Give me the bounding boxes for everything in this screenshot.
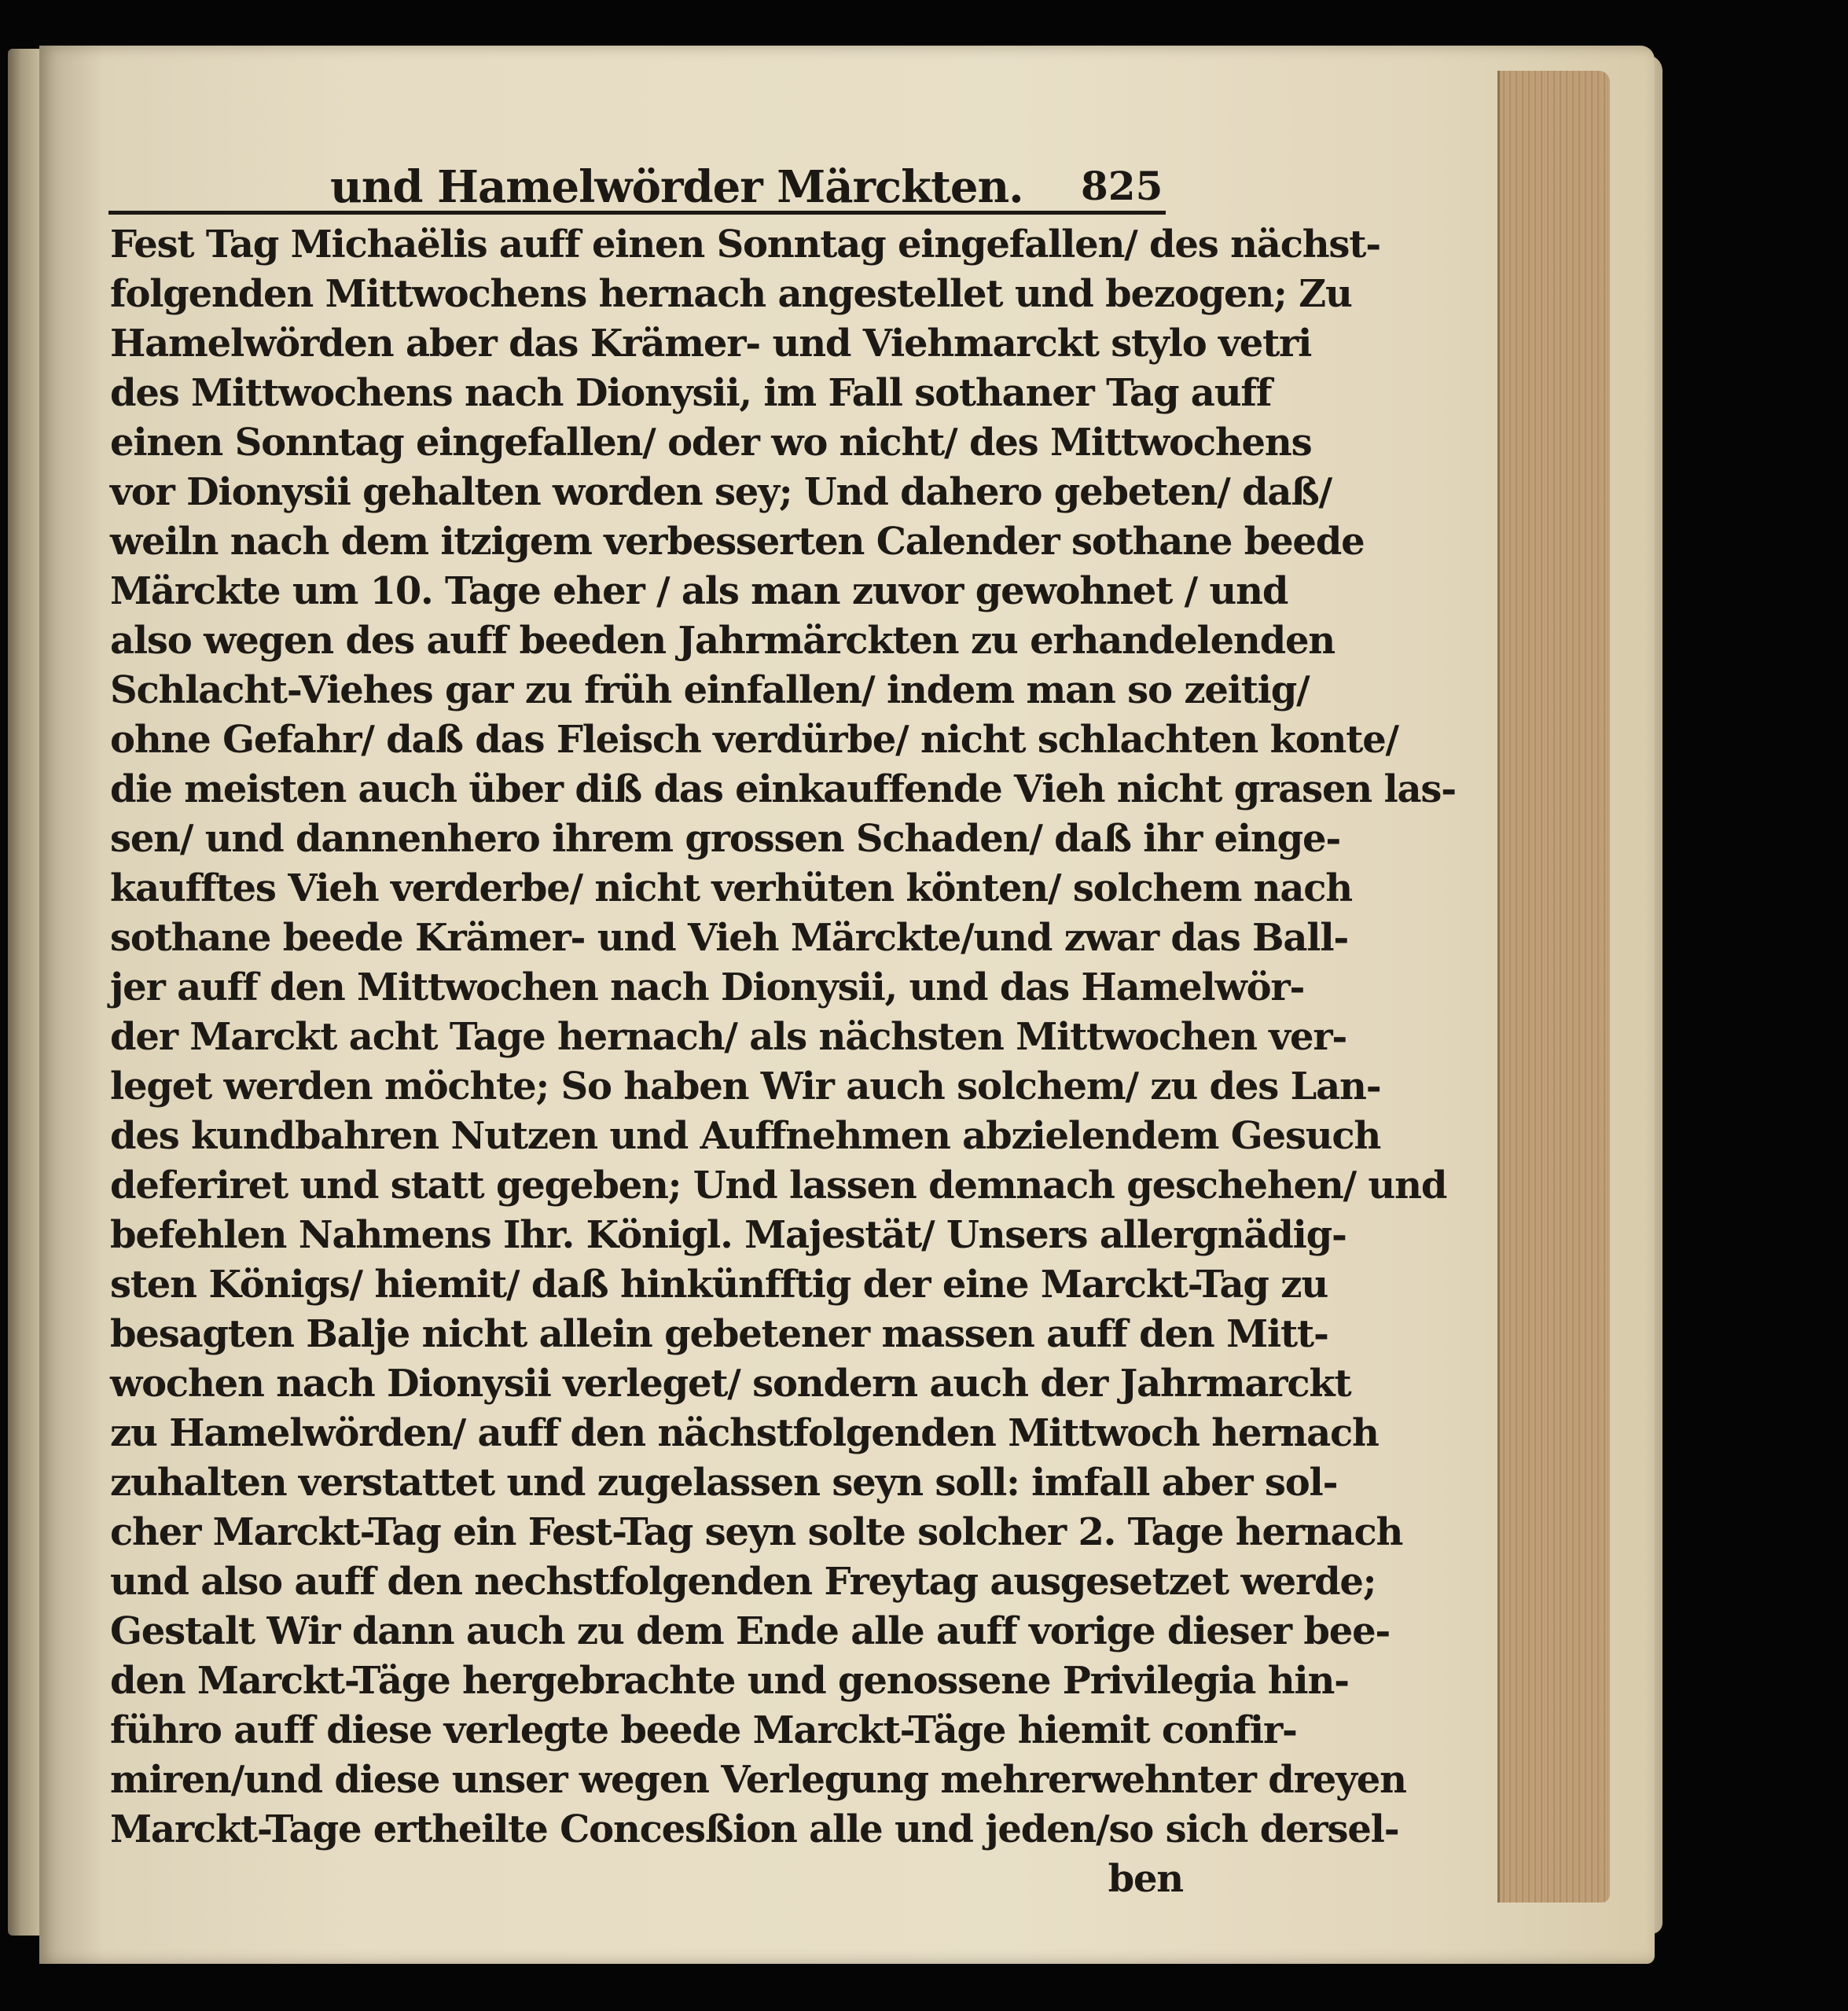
text-line: sothane beede Krämer- und Vieh Märckte/und zwar das Ball-: [110, 916, 1349, 960]
text-line: wochen nach Dionysii verleget/ sondern auch der Jahrmarckt: [110, 1362, 1351, 1406]
text-line: einen Sonntag eingefallen/ oder wo nicht/ des Mittwochens: [110, 421, 1312, 465]
text-line: des Mittwochens nach Dionysii, im Fall sothaner Tag auff: [110, 371, 1272, 415]
text-line: vor Dionysii gehalten worden sey; Und dahero gebeten/ daß/: [110, 470, 1332, 514]
running-title: und Hamelwörder Märckten.: [330, 161, 1023, 213]
text-line: Schlacht-Viehes gar zu früh einfallen/ indem man so zeitig/: [110, 668, 1310, 712]
text-line: sen/ und dannenhero ihrem grossen Schaden/ daß ihr einge-: [110, 817, 1341, 861]
text-line: Gestalt Wir dann auch zu dem Ende alle auff vorige dieser bee-: [110, 1609, 1391, 1653]
text-line: der Marckt acht Tage hernach/ als nächsten Mittwochen ver-: [110, 1015, 1347, 1059]
text-line: Fest Tag Michaëlis auff einen Sonntag eingefallen/ des nächst-: [110, 222, 1380, 267]
text-line: sten Königs/ hiemit/ daß hinkünfftig der eine Marckt-Tag zu: [110, 1263, 1328, 1307]
text-line: leget werden möchte; So haben Wir auch solchem/ zu des Lan-: [110, 1064, 1381, 1108]
text-line: ohne Gefahr/ daß das Fleisch verdürbe/ nicht schlachten konte/: [110, 718, 1398, 762]
text-line: befehlen Nahmens Ihr. Königl. Majestät/ Unsers allergnädig-: [110, 1213, 1347, 1257]
header-rule: [108, 211, 1166, 215]
text-line: führo auff diese verlegte beede Marckt-Täge hiemit confir-: [110, 1708, 1297, 1752]
text-line: miren/und diese unser wegen Verlegung mehrerwehnter dreyen: [110, 1758, 1406, 1802]
text-line: kaufftes Vieh verderbe/ nicht verhüten könten/ solchem nach: [110, 866, 1352, 910]
catchword: ben: [1108, 1857, 1183, 1901]
body-text: [110, 220, 1456, 1904]
text-line: zuhalten verstattet und zugelassen seyn soll: imfall aber sol-: [110, 1461, 1338, 1505]
text-line: cher Marckt-Tag ein Fest-Tag seyn solte solcher 2. Tage hernach: [110, 1510, 1403, 1554]
page-header: [330, 161, 1187, 216]
text-line: besagten Balje nicht allein gebetener massen auff den Mitt-: [110, 1312, 1328, 1356]
text-line: weiln nach dem itzigem verbesserten Calender sothane beede: [110, 520, 1365, 564]
text-line: zu Hamelwörden/ auff den nächstfolgenden Mittwoch hernach: [110, 1411, 1379, 1455]
text-line: des kundbahren Nutzen und Auffnehmen abzielendem Gesuch: [110, 1114, 1381, 1158]
text-line: jer auff den Mittwochen nach Dionysii, und das Hamelwör-: [110, 965, 1305, 1009]
text-line: also wegen des auff beeden Jahrmärckten zu erhandelenden: [110, 619, 1335, 663]
text-line: und also auff den nechstfolgenden Freytag ausgesetzet werde;: [110, 1560, 1376, 1604]
text-line: die meisten auch über diß das einkauffende Vieh nicht grasen las-: [110, 767, 1456, 811]
text-line: Marckt-Tage ertheilte Concesßion alle und jeden/so sich dersel-: [110, 1807, 1399, 1851]
fore-edge-leaves: [1497, 71, 1610, 1903]
page-number: 825: [1081, 163, 1163, 209]
text-line: Märckte um 10. Tage eher / als man zuvor gewohnet / und: [110, 569, 1288, 613]
text-line: deferiret und statt gegeben; Und lassen demnach geschehen/ und: [110, 1164, 1447, 1208]
text-line: Hamelwörden aber das Krämer- und Viehmarckt stylo vetri: [110, 322, 1312, 366]
text-line: folgenden Mittwochens hernach angestellet und bezogen; Zu: [110, 272, 1352, 316]
text-line: den Marckt-Täge hergebrachte und genossene Privilegia hin-: [110, 1659, 1349, 1703]
left-page-edge: [8, 49, 42, 1936]
